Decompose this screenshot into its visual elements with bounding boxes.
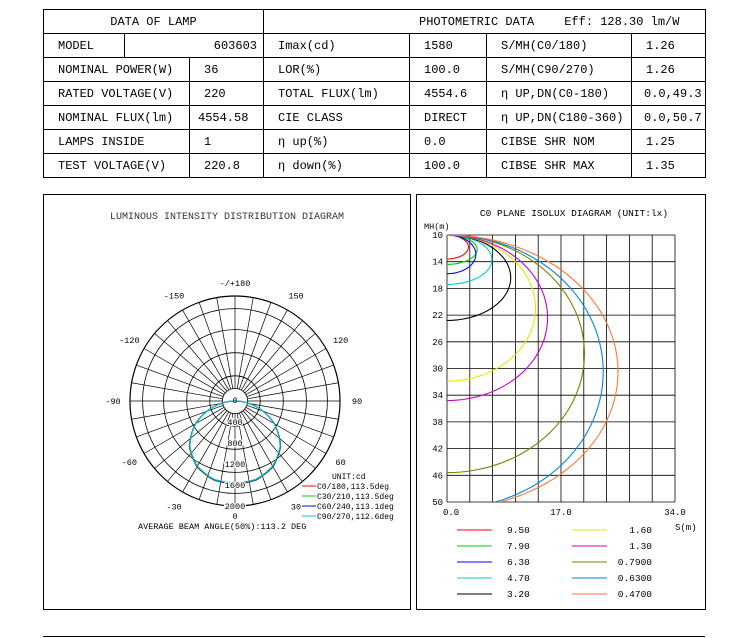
polar-chart [44, 195, 410, 609]
isolux-contour-9 [447, 235, 603, 509]
lamp-label: LAMPS INSIDE [44, 130, 190, 154]
polar-grid-spoke [199, 302, 231, 389]
isolux-xlabel: S(m) [675, 523, 697, 533]
bottom-rule [43, 636, 705, 637]
isolux-legend-label: 1.30 [629, 541, 652, 552]
isolux-ytick: 46 [432, 471, 443, 482]
photo-label: η UP,DN(C180-360) [487, 106, 632, 130]
isolux-ytick: 26 [432, 337, 443, 348]
polar-angle-label: -150 [163, 291, 185, 302]
lamp-value: 36 [190, 58, 264, 82]
isolux-contour-7 [447, 235, 548, 401]
polar-legend-label: C90/270,112.6deg [317, 513, 394, 522]
isolux-legend [457, 525, 652, 600]
polar-radial-label: 1600 [224, 481, 246, 491]
isolux-ylabel: MH(m) [424, 222, 450, 232]
lamp-label: NOMINAL POWER(W) [44, 58, 190, 82]
polar-radial-label: 800 [227, 439, 243, 449]
polar-legend-label: C30/210,113.5deg [317, 493, 394, 502]
lamp-label: NOMINAL FLUX(lm) [44, 106, 190, 130]
photometric-title: PHOTOMETRIC DATA [419, 14, 535, 29]
isolux-legend-label: 9.50 [507, 525, 530, 536]
isolux-ytick: 34 [432, 391, 443, 402]
polar-grid-spoke [247, 403, 338, 419]
isolux-legend-label: 4.70 [507, 573, 530, 584]
isolux-chart [417, 195, 705, 609]
polar-grid-spoke [132, 403, 223, 419]
isolux-ytick: 50 [432, 498, 443, 508]
lamp-label: TEST VOLTAGE(V) [44, 154, 190, 178]
photo-label: LOR(%) [264, 58, 410, 82]
lamp-value: 220.8 [190, 154, 264, 178]
isolux-legend-label: 3.20 [507, 589, 530, 600]
polar-center-label: 0 [232, 397, 238, 406]
table-row [44, 58, 706, 82]
lamp-value: 603603 [125, 34, 264, 58]
polar-grid-spoke [132, 383, 223, 399]
polar-angle-label: -120 [119, 336, 140, 346]
isolux-ytick: 14 [432, 257, 443, 268]
table-row [44, 106, 706, 130]
photo-value: 1.35 [632, 154, 706, 178]
polar-unit: UNIT:cd [332, 473, 366, 482]
polar-angle-label: -30 [166, 502, 182, 513]
polar-legend [302, 483, 394, 522]
polar-grid-spoke [217, 298, 233, 389]
isolux-legend-label: 1.60 [629, 525, 652, 536]
isolux-ytick: 38 [432, 417, 443, 428]
isolux-legend-label: 0.6300 [617, 573, 652, 584]
table-row [44, 34, 706, 58]
polar-angle-label: 120 [332, 336, 349, 346]
polar-angle-label: 60 [335, 458, 346, 468]
polar-angle-label: 0 [232, 512, 238, 522]
polar-radial-label: 2000 [224, 502, 246, 512]
polar-legend-label: C0/180,113.5deg [317, 483, 390, 492]
polar-grid-spoke [247, 383, 338, 399]
photo-value: 4554.6 [410, 82, 487, 106]
polar-grid-spoke [247, 405, 334, 437]
beam-angle: AVERAGE BEAM ANGLE(50%):113.2 DEG [138, 522, 307, 532]
table-row [44, 154, 706, 178]
polar-grid-spoke [241, 310, 287, 390]
photo-value: 0.0 [410, 130, 487, 154]
isolux-curve-group [447, 235, 618, 509]
isolux-xtick: 34.0 [664, 508, 686, 518]
photo-value: 100.0 [410, 154, 487, 178]
photo-label: η up(%) [264, 130, 410, 154]
isolux-contour-10 [447, 235, 618, 509]
photo-label: η down(%) [264, 154, 410, 178]
polar-grid-spoke [136, 365, 223, 397]
photo-value: DIRECT [410, 106, 487, 130]
polar-grid-spoke [183, 412, 229, 492]
photo-label: CIBSE SHR NOM [487, 130, 632, 154]
polar-angle-label: -60 [121, 458, 138, 468]
polar-angle-label: -/+180 [219, 279, 251, 289]
isolux-ytick: 10 [432, 231, 443, 241]
polar-grid-spoke [136, 405, 223, 437]
lamp-label: MODEL [44, 34, 125, 58]
photometric-header [264, 10, 706, 34]
isolux-title: C0 PLANE ISOLUX DIAGRAM (UNIT:lx) [479, 208, 669, 219]
polar-grid-spoke [239, 302, 271, 389]
isolux-legend-label: 0.4700 [617, 589, 652, 600]
table-row [44, 82, 706, 106]
lamp-header: DATA OF LAMP [44, 10, 264, 34]
photo-value: 0.0,49.3 [632, 82, 706, 106]
lamp-value: 4554.58 [190, 106, 264, 130]
isolux-panel [416, 194, 706, 610]
polar-radial-label: 400 [227, 418, 243, 428]
table-header-row [44, 10, 706, 34]
photo-label: S/MH(C90/270) [487, 58, 632, 82]
isolux-xtick: 0.0 [443, 508, 460, 518]
polar-grid-spoke [144, 407, 224, 453]
photo-value: 0.0,50.7 [632, 106, 706, 130]
photo-value: 1.25 [632, 130, 706, 154]
isolux-xtick: 17.0 [550, 508, 572, 518]
photo-value: 1580 [410, 34, 487, 58]
polar-grid-spoke [241, 412, 287, 492]
photo-label: CIE CLASS [264, 106, 410, 130]
polar-radial-label: 1200 [224, 460, 246, 470]
isolux-legend-label: 0.7900 [617, 557, 652, 568]
photo-label: η UP,DN(C0-180) [487, 82, 632, 106]
polar-grid-spoke [246, 407, 326, 453]
polar-panel [43, 194, 411, 610]
photo-label: S/MH(C0/180) [487, 34, 632, 58]
polar-angle-label: 150 [288, 291, 304, 302]
isolux-ytick: 30 [432, 364, 443, 375]
polar-angle-label: 30 [290, 502, 302, 513]
lamp-label: RATED VOLTAGE(V) [44, 82, 190, 106]
photo-label: CIBSE SHR MAX [487, 154, 632, 178]
polar-grid-spoke [246, 349, 326, 395]
photo-value: 100.0 [410, 58, 487, 82]
isolux-ytick: 42 [432, 444, 443, 455]
lamp-value: 220 [190, 82, 264, 106]
isolux-legend-label: 7.90 [507, 541, 530, 552]
isolux-legend-label: 6.30 [507, 557, 530, 568]
photo-value: 1.26 [632, 34, 706, 58]
isolux-ytick: 22 [432, 311, 443, 322]
isolux-curves [447, 235, 618, 509]
polar-angle-label: 90 [351, 397, 363, 407]
polar-legend-label: C60/240,113.1deg [317, 503, 394, 512]
polar-angle-label: -90 [105, 397, 121, 407]
isolux-ytick: 18 [432, 284, 443, 295]
polar-grid-spoke [144, 349, 224, 395]
photo-label: Imax(cd) [264, 34, 410, 58]
table-row [44, 130, 706, 154]
efficacy: Eff: 128.30 lm/W [564, 14, 680, 29]
data-table [43, 9, 706, 178]
polar-title: LUMINOUS INTENSITY DISTRIBUTION DIAGRAM [109, 212, 345, 223]
lamp-value: 1 [190, 130, 264, 154]
polar-grid-spoke [237, 298, 253, 389]
photo-value: 1.26 [632, 58, 706, 82]
polar-grid-spoke [247, 365, 334, 397]
polar-grid-spoke [183, 310, 229, 390]
photo-label: TOTAL FLUX(lm) [264, 82, 410, 106]
